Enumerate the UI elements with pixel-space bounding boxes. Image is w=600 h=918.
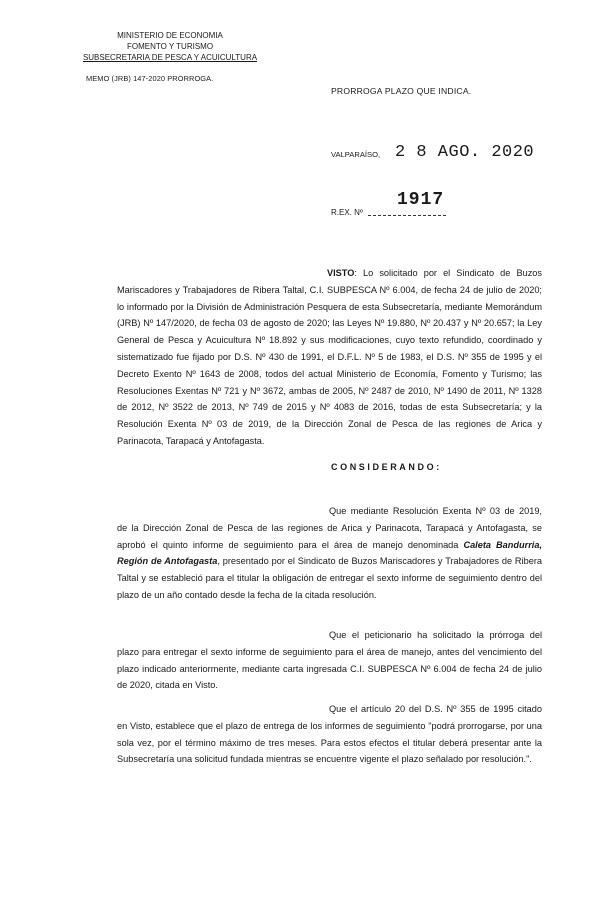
considerando-1-before: Que mediante Resolución Exenta Nº 03 de 2019, de la Dirección Zonal de Pesca de las regiones de Arica y Parinacota, Tarapacá y Antofagasta, se aprobó el quinto informe de seguimiento para el área de manejo denominada	[117, 506, 542, 550]
considerando-1-after: , presentado por el Sindicato de Buzos Mariscadores y Trabajadores de Ribera Taltal y se estableció para el titular la obligación de entregar el sexto informe de seguimiento dentro del plazo de un año contado desde la fecha de la citada resolución.	[117, 556, 542, 600]
considerando-2-text: Que el peticionario ha solicitado la prórroga del plazo para entregar el sexto informe de seguimiento para el área de manejo, antes del vencimiento del plazo indicado anteriormente, mediante carta ingresada C.I. SUBPESCA Nº 6.004 de fecha 24 de julio de 2020, citada en Visto.	[117, 630, 542, 691]
visto-text: : Lo solicitado por el Sindicato de Buzos Mariscadores y Trabajadores de Ribera Taltal, C.I. SUBPESCA Nº 6.004, de fecha 24 de julio de 2020; lo informado por la División de Administración Pesquera de esta Subsecretaría, mediante Memorándum (JRB) Nº 147/2020, de fecha 03 de agosto de 2020; las Leyes Nº 19.880, Nº 20.437 y Nº 20.657; la Ley General de Pesca y Acuicultura Nº 18.892 y sus modificaciones, cuyo texto refundido, coordinado y sistematizado fue fijado por D.S. Nº 430 de 1991, el D.F.L. Nº 5 de 1983, el D.S. Nº 355 de 1995 y el Decreto Exento Nº 1643 de 2008, todos del actual Ministerio de Economía, Fomento y Turismo; las Resoluciones Exentas Nº 721 y Nº 3672, ambas de 2005, Nº 2487 de 2010, Nº 1490 de 2011, Nº 1328 de 2012, Nº 3522 de 2013, Nº 749 de 2015 y Nº 4083 de 2016, todas de esta Subsecretaría; y la Resolución Exenta Nº 03 de 2019, de la Dirección Zonal de Pesca de las regiones de Arica y Parinacota, Tarapacá y Antofagasta.	[117, 268, 542, 446]
considerando-heading: CONSIDERANDO:	[331, 462, 442, 472]
memo-reference: MEMO (JRB) 147-2020 PRORROGA.	[86, 74, 214, 83]
document-subject: PRORROGA PLAZO QUE INDICA.	[331, 86, 472, 96]
considerando-paragraph-2	[117, 627, 542, 694]
rex-underline	[368, 215, 446, 216]
ministry-name: MINISTERIO DE ECONOMIA	[117, 31, 223, 40]
considerando-3-text: Que el artículo 20 del D.S. Nº 355 de 1995 citado en Visto, establece que el plazo de entrega de los informes de seguimiento "podrá prorrogarse, por una sola vez, por el término máximo de tres meses. Para estos efectos el titular deberá presentar ante la Subsecretaría una solicitud fundada mientras se encuentre vigente el plazo señalado por resolución.".	[117, 704, 542, 765]
letterhead	[60, 30, 280, 63]
date-stamp: 2 8 AGO. 2020	[395, 143, 535, 162]
visto-label: VISTO	[327, 268, 355, 278]
considerando-paragraph-3	[117, 701, 542, 768]
considerando-paragraph-1	[117, 503, 542, 604]
place-label: VALPARAÍSO,	[331, 150, 381, 159]
ministry-subname: FOMENTO Y TURISMO	[126, 42, 214, 51]
rex-number: 1917	[397, 190, 445, 210]
subsecretaria-name: SUBSECRETARIA DE PESCA Y ACUICULTURA	[82, 53, 258, 62]
visto-paragraph	[117, 265, 542, 450]
area-name: Caleta Bandurria, Región de Antofagasta	[117, 539, 542, 567]
rex-label: R.EX. Nº	[331, 208, 363, 217]
